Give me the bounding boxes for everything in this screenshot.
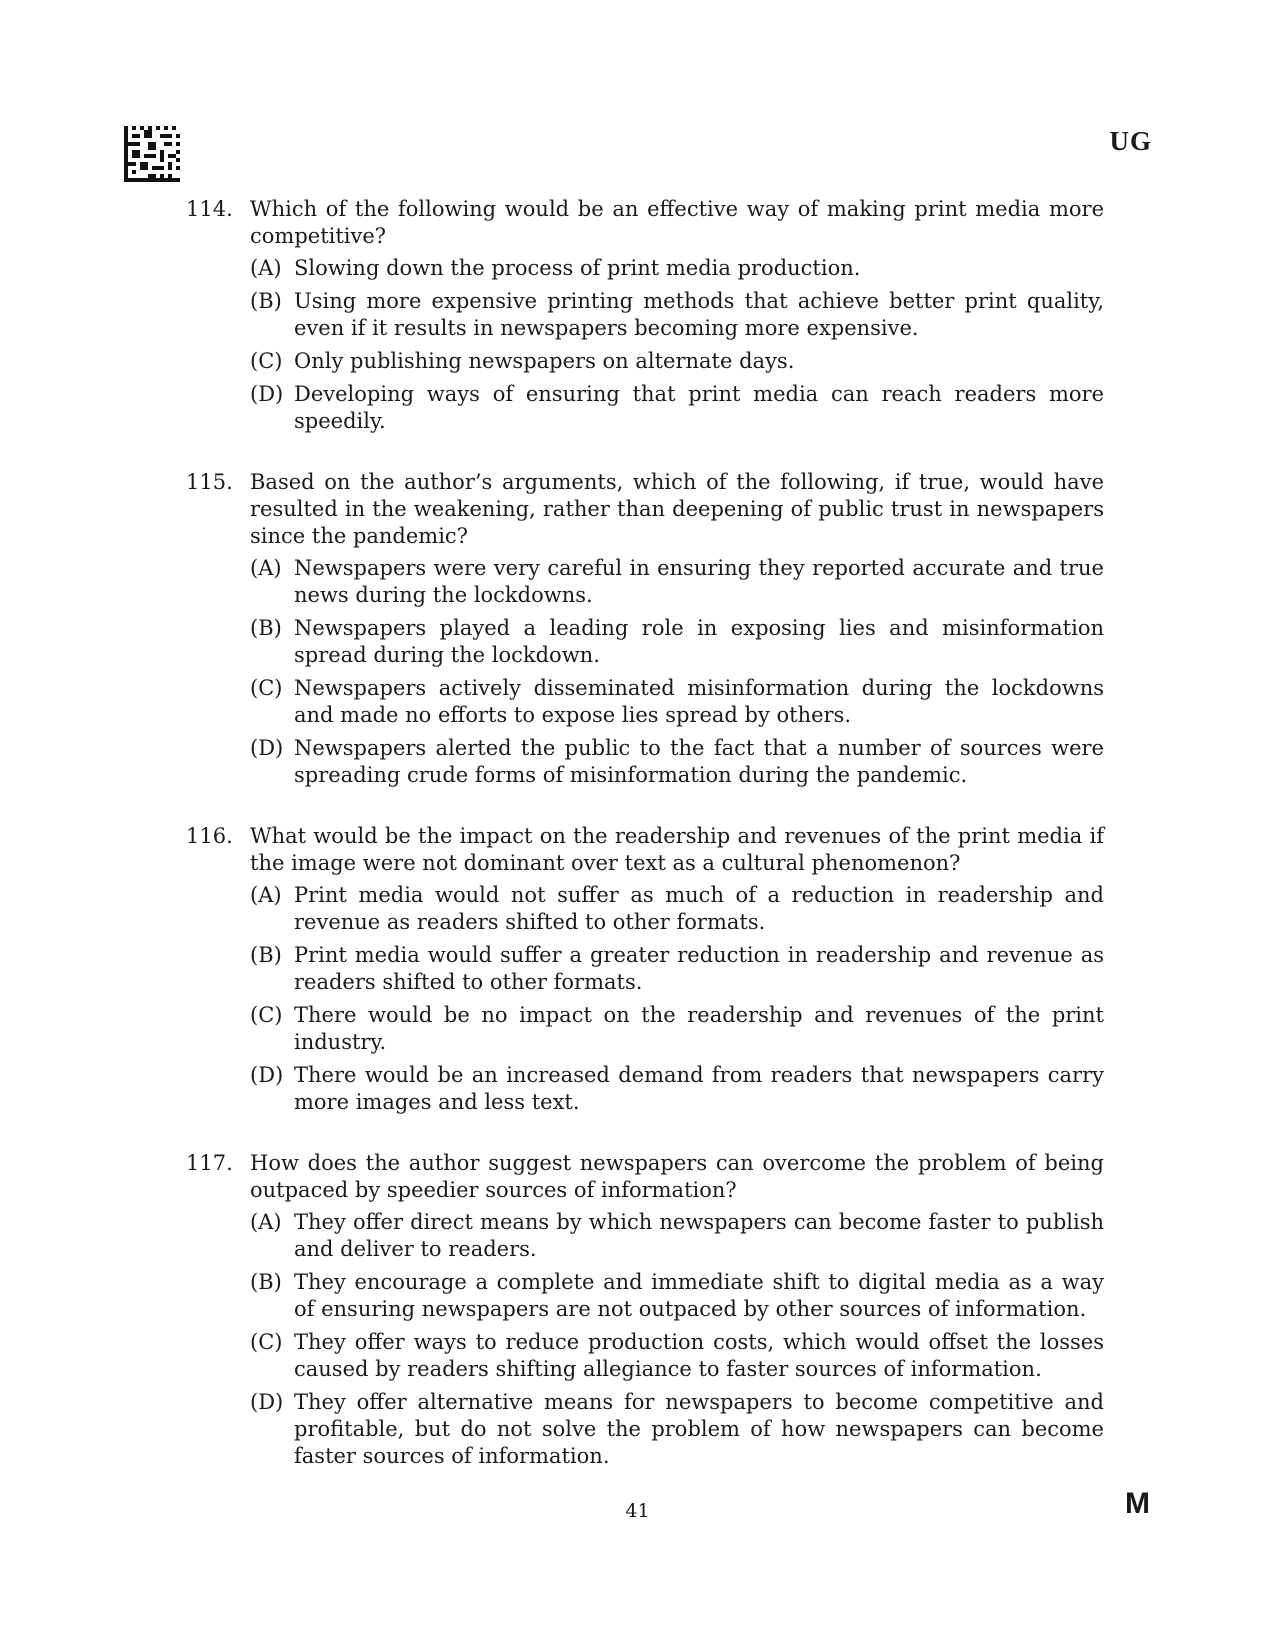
option-a: [250, 882, 1104, 936]
option-list: [250, 1209, 1104, 1470]
option-letter: (B): [250, 616, 282, 640]
option-c: [250, 1329, 1104, 1383]
option-text: There would be no impact on the readership and revenues of the print industry.: [294, 1003, 1104, 1054]
option-d: [250, 1389, 1104, 1470]
option-c: [250, 1002, 1104, 1056]
option-b: [250, 288, 1104, 342]
option-letter: (A): [250, 556, 282, 580]
option-letter: (D): [250, 382, 284, 406]
question-text: How does the author suggest newspapers can overcome the problem of being outpaced by speedier sources of information?: [250, 1151, 1104, 1202]
option-d: [250, 1062, 1104, 1116]
option-text: There would be an increased demand from readers that newspapers carry more images and less text.: [294, 1063, 1104, 1114]
question-number: 116.: [186, 824, 233, 848]
question-number: 115.: [186, 470, 233, 494]
option-b: [250, 942, 1104, 996]
question-116: [186, 823, 1104, 1116]
question-114: [186, 196, 1104, 435]
question-text: Which of the following would be an effective way of making print media more competitive?: [250, 197, 1104, 248]
option-letter: (B): [250, 289, 282, 313]
option-text: They offer alternative means for newspapers to become competitive and profitable, but do not solve the problem of how newspapers can become faster sources of information.: [294, 1390, 1104, 1468]
question-number: 114.: [186, 197, 233, 221]
option-text: They encourage a complete and immediate shift to digital media as a way of ensuring newspapers are not outpaced by other sources of information.: [294, 1270, 1104, 1321]
option-letter: (A): [250, 256, 282, 280]
option-letter: (D): [250, 1390, 284, 1414]
series-code: UG: [1109, 126, 1152, 156]
question-115: [186, 469, 1104, 789]
option-letter: (A): [250, 883, 282, 907]
option-letter: (C): [250, 1003, 283, 1027]
option-b: [250, 615, 1104, 669]
question-117: [186, 1150, 1104, 1470]
option-text: Newspapers were very careful in ensuring they reported accurate and true news during the lockdowns.: [294, 556, 1104, 607]
question-list: [186, 196, 1104, 1504]
option-c: [250, 675, 1104, 729]
option-letter: (A): [250, 1210, 282, 1234]
option-d: [250, 381, 1104, 435]
option-text: Print media would not suffer as much of a reduction in readership and revenue as readers shifted to other formats.: [294, 883, 1104, 934]
question-text: What would be the impact on the readership and revenues of the print media if the image were not dominant over text as a cultural phenomenon?: [250, 824, 1104, 875]
option-text: Newspapers alerted the public to the fact that a number of sources were spreading crude forms of misinformation during the pandemic.: [294, 736, 1104, 787]
option-text: Developing ways of ensuring that print media can reach readers more speedily.: [294, 382, 1104, 433]
option-a: [250, 1209, 1104, 1263]
option-letter: (C): [250, 676, 283, 700]
option-text: Newspapers actively disseminated misinformation during the lockdowns and made no efforts to expose lies spread by others.: [294, 676, 1104, 727]
option-text: They offer direct means by which newspapers can become faster to publish and deliver to readers.: [294, 1210, 1104, 1261]
option-a: [250, 255, 1104, 282]
option-text: Only publishing newspapers on alternate days.: [294, 349, 795, 373]
option-d: [250, 735, 1104, 789]
option-text: Newspapers played a leading role in exposing lies and misinformation spread during the lockdown.: [294, 616, 1104, 667]
datamatrix-code: [124, 126, 180, 182]
option-a: [250, 555, 1104, 609]
option-b: [250, 1269, 1104, 1323]
option-list: [250, 882, 1104, 1116]
option-text: They offer ways to reduce production costs, which would offset the losses caused by readers shifting allegiance to faster sources of information.: [294, 1330, 1104, 1381]
option-list: [250, 255, 1104, 435]
option-letter: (C): [250, 349, 283, 373]
option-text: Print media would suffer a greater reduction in readership and revenue as readers shifted to other formats.: [294, 943, 1104, 994]
option-letter: (B): [250, 1270, 282, 1294]
question-number: 117.: [186, 1151, 233, 1175]
option-list: [250, 555, 1104, 789]
option-letter: (C): [250, 1330, 283, 1354]
option-text: Using more expensive printing methods that achieve better print quality, even if it results in newspapers becoming more expensive.: [294, 289, 1104, 340]
set-code: M: [1125, 1487, 1150, 1520]
page-number: 41: [625, 1500, 650, 1522]
option-c: [250, 348, 1104, 375]
option-letter: (B): [250, 943, 282, 967]
option-text: Slowing down the process of print media production.: [294, 256, 861, 280]
question-text: Based on the author’s arguments, which of the following, if true, would have resulted in the weakening, rather than deepening of public trust in newspapers since the pandemic?: [250, 470, 1104, 548]
option-letter: (D): [250, 736, 284, 760]
option-letter: (D): [250, 1063, 284, 1087]
